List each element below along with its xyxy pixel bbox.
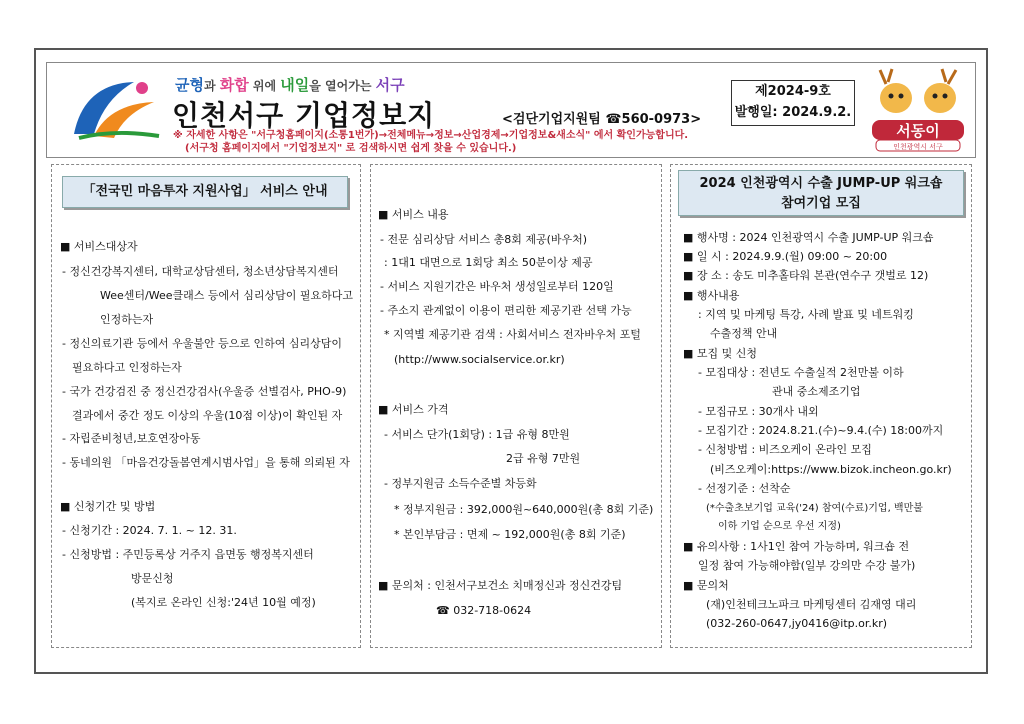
phone-number: ☎ 032-718-0624 — [436, 604, 532, 617]
notice: ※ 자세한 사항은 "서구청홈페이지(소통1번가)→전체메뉴→정보→산업경제→기업정보&새소식" 에서 확인가능합니다. (서구청 홈페이지에서 "기업정보지" 로 검색하시면 쉽게 찾을 수 있습니다.) — [173, 130, 689, 154]
mascot-icon — [868, 66, 968, 152]
list-item: : 지역 및 마케팅 특강, 사례 발표 및 네트워킹 — [698, 308, 914, 321]
list-item: ■ 신청기간 및 방법 — [60, 500, 156, 513]
list-item: - 신청방법 : 주민등록상 거주지 읍면동 행정복지센터 — [62, 548, 314, 561]
mascot-name: 서동이 — [896, 122, 940, 140]
list-item: 방문신청 — [131, 572, 174, 585]
list-item: - 자립준비청년,보호연장아동 — [62, 432, 201, 445]
list-item: - 서비스 지원기간은 바우처 생성일로부터 120일 — [380, 280, 614, 293]
list-item: - 정신의료기관 등에서 우울불안 등으로 인하여 심리상담이 — [62, 337, 342, 350]
list-item: - 주소지 관계없이 이용이 편리한 제공기관 선택 가능 — [380, 304, 632, 317]
list-item: 수출정책 안내 — [710, 327, 778, 340]
list-item: 이하 기업 순으로 우선 지정) — [718, 521, 841, 532]
list-item: - 전문 심리상담 서비스 총8회 제공(바우처) — [380, 233, 588, 246]
list-item: ■ 모집 및 신청 — [683, 347, 758, 360]
list-item: ■ 일 시 : 2024.9.9.(월) 09:00 ~ 20:00 — [683, 250, 888, 263]
column-mind-investment — [51, 164, 361, 648]
list-item: (재)인천테크노파크 마케팅센터 김재영 대리 — [706, 598, 917, 611]
page-title: 인천서구 기업정보지 — [172, 99, 436, 132]
list-item: * 정부지원금 : 392,000원~640,000원(총 8회 기준) — [394, 503, 654, 516]
issue-number: 제2024-9호 — [755, 84, 831, 99]
list-item: - 서비스 단가(1회당) : 1급 유형 8만원 — [384, 428, 570, 441]
list-item: 일정 참여 가능해야함(일부 강의만 수강 불가) — [698, 559, 916, 572]
list-item: - 동네의원 「마음건강돌봄연계시범사업」을 통해 의뢰된 자 — [62, 456, 350, 469]
list-item: ■ 문의처 — [683, 579, 729, 592]
list-item: ■ 서비스 가격 — [378, 403, 449, 416]
list-item: - 선정기준 : 선착순 — [698, 482, 791, 495]
mascot-sub: 인천광역시 서구 — [893, 143, 943, 151]
issue-date: 발행일: 2024.9.2. — [734, 105, 852, 120]
list-item: (*수출초보기업 교육('24) 참여(수료)기업, 백만불 — [706, 503, 923, 514]
list-item: - 정부지원금 소득수준별 차등화 — [384, 477, 537, 490]
list-item: (비즈오케이:https://www.bizok.incheon.go.kr) — [710, 463, 952, 476]
list-item: ■ 유의사항 : 1사1인 참여 가능하며, 워크숍 전 — [683, 540, 910, 553]
slogan: 균형과 화합 위에 내일을 열어가는 서구 — [175, 76, 405, 94]
list-item: - 정신건강복지센터, 대학교상담센터, 청소년상담복지센터 — [62, 265, 339, 278]
team-contact: <검단기업지원팀 ☎560-0973> — [502, 112, 702, 127]
issue-box — [731, 80, 855, 126]
list-item: ■ 서비스대상자 — [60, 240, 138, 253]
list-item: - 신청기간 : 2024. 7. 1. ~ 12. 31. — [62, 524, 237, 537]
list-item: 2급 유형 7만원 — [506, 452, 581, 465]
list-item: - 모집대상 : 전년도 수출실적 2천만불 이하 — [698, 366, 904, 379]
list-item: : 1대1 대면으로 1회당 최소 50분이상 제공 — [384, 256, 593, 269]
list-item: ■ 행사내용 — [683, 289, 740, 302]
list-item: ■ 문의처 : 인천서구보건소 치매정신과 정신건강팀 — [378, 579, 623, 592]
list-item: 관내 중소제조기업 — [772, 385, 861, 398]
list-item: 인정하는자 — [100, 313, 154, 326]
seogu-logo-icon — [64, 74, 164, 144]
list-item: Wee센터/Wee클래스 등에서 심리상담이 필요하다고 — [100, 289, 353, 302]
list-item: - 국가 건강검진 중 정신건강검사(우울증 선별검사, PHO-9) — [62, 385, 347, 398]
list-item: - 모집규모 : 30개사 내외 — [698, 405, 819, 418]
list-item: (http://www.socialservice.or.kr) — [394, 353, 565, 366]
list-item: 결과에서 중간 정도 이상의 우울(10점 이상)이 확인된 자 — [72, 409, 343, 422]
mind-investment-title: 「전국민 마음투자 지원사업」 서비스 안내 — [62, 176, 348, 208]
list-item: * 본인부담금 : 면제 ~ 192,000원(총 8회 기준) — [394, 528, 626, 541]
workshop-title: 2024 인천광역시 수출 JUMP-UP 워크숍 참여기업 모집 — [678, 170, 964, 216]
list-item: (032-260-0647,jy0416@itp.or.kr) — [706, 617, 888, 630]
list-item: ■ 장 소 : 송도 미추홀타워 본관(연수구 갯벌로 12) — [683, 269, 929, 282]
list-item: * 지역별 제공기관 검색 : 사회서비스 전자바우처 포털 — [384, 328, 641, 341]
list-item: (복지로 온라인 신청:'24년 10월 예정) — [131, 596, 316, 609]
list-item: ■ 행사명 : 2024 인천광역시 수출 JUMP-UP 워크숍 — [683, 231, 934, 244]
list-item: 필요하다고 인정하는자 — [72, 361, 182, 374]
list-item: - 신청방법 : 비즈오케이 온라인 모집 — [698, 443, 872, 456]
list-item: - 모집기간 : 2024.8.21.(수)~9.4.(수) 18:00까지 — [698, 424, 944, 437]
list-item: ■ 서비스 내용 — [378, 208, 449, 221]
